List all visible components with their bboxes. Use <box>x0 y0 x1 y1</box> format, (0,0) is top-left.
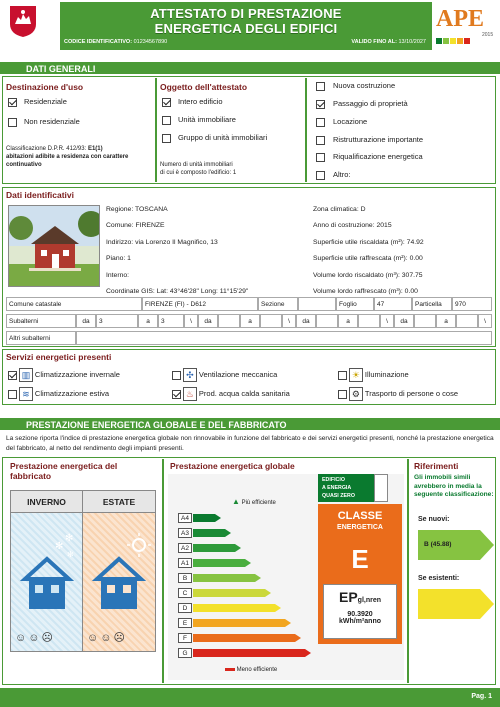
servizio-clima-estiva[interactable]: ≋ Climatizzazione estiva <box>8 387 109 401</box>
energy-bar-label: A4 <box>178 513 192 523</box>
sub-a-4: a <box>436 314 456 328</box>
servizio-acqua-calda[interactable]: ♨ Prod. acqua calda sanitaria <box>172 387 290 401</box>
valid-until: VALIDO FINO AL: 13/10/2027 <box>351 39 426 45</box>
sub-a-1: a <box>138 314 158 328</box>
residenziale-checkbox[interactable] <box>8 98 17 107</box>
footer <box>0 688 500 707</box>
subalterni-label: Subalterni <box>6 314 76 328</box>
sub-da-2-value <box>218 314 240 328</box>
checkbox-non-residenziale[interactable]: Non residenziale <box>8 117 80 127</box>
fabbricato-panel <box>10 490 156 652</box>
nuova-costruzione-checkbox[interactable] <box>316 82 325 91</box>
riqualificazione-checkbox[interactable] <box>316 153 325 162</box>
checkbox-unita-immobiliare[interactable]: Unità immobiliare <box>162 115 236 125</box>
energy-bar-fill <box>193 649 305 657</box>
building-photo <box>8 205 100 287</box>
ristrutturazione-checkbox[interactable] <box>316 136 325 145</box>
gear-icon: ⚙ <box>349 387 363 401</box>
sub-da-3-value <box>316 314 338 328</box>
arrow-up-icon: ▲ <box>232 497 240 506</box>
dati-identificativi-title: Dati identificativi <box>6 190 75 200</box>
classe-energetica-box: CLASSE ENERGETICA E EPgl,nren 90.3920 kWh/m²anno <box>318 504 402 644</box>
prestazione-intro: La sezione riporta l'indice di prestazione energetica globale non rinnovabile in funzione del fabbricato e dei servizi energetici presenti, nonché la prestazione energetica del fabbricato, al netto del rendimento degli impianti presenti. <box>6 435 494 452</box>
servizio-clima-invernale[interactable]: ▥ Climatizzazione invernale <box>8 368 120 382</box>
acqua-calda-checkbox[interactable] <box>172 390 181 399</box>
se-nuovi-label: Se nuovi: <box>418 516 450 523</box>
trasporto-checkbox[interactable] <box>338 390 347 399</box>
title-bar <box>60 2 432 50</box>
code-identificativo: CODICE IDENTIFICATIVO: 01234567890 <box>64 39 168 45</box>
unita-immobiliare-checkbox[interactable] <box>162 116 171 125</box>
estate-smiley-icons: ☺☺☹ <box>87 632 127 644</box>
energy-bar-label: B <box>178 573 192 583</box>
illuminazione-checkbox[interactable] <box>338 371 347 380</box>
intero-edificio-checkbox[interactable] <box>162 98 171 107</box>
riferimenti-title: Riferimenti <box>414 461 459 471</box>
particella-label: Particella <box>412 297 452 311</box>
foglio-value: 47 <box>374 297 412 311</box>
nzeb-box: EDIFICIO A ENERGIA QUASI ZERO <box>318 474 374 502</box>
checkbox-intero-edificio[interactable]: Intero edificio <box>162 97 223 107</box>
globale-title: Prestazione energetica globale <box>170 461 295 471</box>
sub-a-2-value <box>260 314 282 328</box>
locazione-checkbox[interactable] <box>316 118 325 127</box>
energy-bar-label: C <box>178 588 192 598</box>
inverno-label: INVERNO <box>11 491 83 513</box>
comune-catastale-label: Comune catastale <box>6 297 142 311</box>
energy-bar-fill <box>193 604 275 612</box>
checkbox-nuova-costruzione[interactable]: Nuova costruzione <box>316 81 395 91</box>
identificativi-right: Zona climatica: D Anno di costruzione: 2015 Superficie utile riscaldata (m²): 74.92 Superficie utile raffrescata (m²): 0.00 Volume lordo riscaldato (m³): 307.75 Volume lordo raffrescato (m³): 0.00 <box>313 206 424 296</box>
energy-bar-label: D <box>178 603 192 613</box>
altri-subalterni-label: Altri subalterni <box>6 331 76 345</box>
classificazione-dpr: Classificazione D.P.R. 412/93: E1(1) abitazioni adibite a residenza con carattere continuativo <box>6 146 129 168</box>
energy-bar-label: A1 <box>178 558 192 568</box>
estate-label: ESTATE <box>83 491 155 513</box>
checkbox-gruppo-unita[interactable]: Gruppo di unità immobiliari <box>162 133 267 143</box>
sub-da-4: da <box>394 314 414 328</box>
sub-a-3-value <box>358 314 380 328</box>
comune-catastale-value: FIRENZE (FI) - D612 <box>142 297 258 311</box>
meno-efficiente: Meno efficiente <box>225 667 277 673</box>
sub-a-4-value <box>456 314 478 328</box>
passaggio-proprieta-checkbox[interactable] <box>316 100 325 109</box>
faucet-icon: ♨ <box>183 387 197 401</box>
section-prestazione: PRESTAZIONE ENERGETICA GLOBALE E DEL FABBRICATO <box>0 418 500 430</box>
energy-bar-fill <box>193 634 295 642</box>
energy-bar-label: A3 <box>178 528 192 538</box>
energy-bar-fill <box>193 619 285 627</box>
checkbox-locazione[interactable]: Locazione <box>316 117 367 127</box>
servizio-trasporto[interactable]: ⚙ Trasporto di persone o cose <box>338 387 458 401</box>
bar-red-icon <box>225 668 235 671</box>
sezione-value <box>298 297 336 311</box>
altro-checkbox[interactable] <box>316 171 325 180</box>
energy-bar-label: E <box>178 618 192 628</box>
checkbox-passaggio-proprieta[interactable]: Passaggio di proprietà <box>316 99 408 109</box>
checkbox-altro[interactable]: Altro: <box>316 170 351 180</box>
ventilazione-checkbox[interactable] <box>172 371 181 380</box>
energy-bar-fill <box>193 544 235 552</box>
sub-da-2: da <box>198 314 218 328</box>
energy-bar-label: G <box>178 648 192 658</box>
ep-box: EPgl,nren 90.3920 kWh/m²anno <box>323 584 397 639</box>
sub-da-4-value <box>414 314 436 328</box>
sub-sep-2: \ <box>282 314 296 328</box>
energy-bar-label: A2 <box>178 543 192 553</box>
gruppo-unita-checkbox[interactable] <box>162 134 171 143</box>
sezione-label: Sezione <box>258 297 298 311</box>
se-esistenti-label: Se esistenti: <box>418 575 460 582</box>
radiator-icon: ▥ <box>19 368 33 382</box>
checkbox-residenziale[interactable]: Residenziale <box>8 97 67 107</box>
ape-logo: APE 2015 <box>436 4 494 46</box>
riferimenti-desc: Gli immobili simili avrebbero in media la seguente classificazione: <box>414 474 494 499</box>
foglio-label: Foglio <box>336 297 374 311</box>
page-number: Pag. 1 <box>471 693 492 700</box>
energy-bar-label: F <box>178 633 192 643</box>
sub-da-1-value: 3 <box>96 314 138 328</box>
energy-bar-fill <box>193 574 255 582</box>
sub-sep-3: \ <box>380 314 394 328</box>
sub-a-3: a <box>338 314 358 328</box>
svg-text:✻: ✻ <box>67 550 74 559</box>
checkbox-riqualificazione[interactable]: Riqualificazione energetica <box>316 152 423 162</box>
title-line-1: ATTESTATO DI PRESTAZIONE <box>150 6 342 21</box>
energy-bar-fill <box>193 514 215 522</box>
servizio-illuminazione[interactable]: ☀ Illuminazione <box>338 368 409 382</box>
svg-text:✻: ✻ <box>65 533 74 544</box>
non-residenziale-checkbox[interactable] <box>8 118 17 127</box>
piu-efficiente: ▲ Più efficiente <box>232 497 276 506</box>
energy-bar-fill <box>193 559 245 567</box>
servizio-ventilazione[interactable]: ✣ Ventilazione meccanica <box>172 368 277 382</box>
sub-sep-4: \ <box>478 314 492 328</box>
se-nuovi-arrow: B (45.88) <box>418 530 494 560</box>
lightbulb-icon: ☀ <box>349 368 363 382</box>
altri-subalterni-value <box>76 331 492 345</box>
nzeb-checkbox <box>374 474 388 502</box>
identificativi-left: Regione: TOSCANA Comune: FIRENZE Indirizzo: via Lorenzo Il Magnifico, 13 Piano: 1 Interno: Coordinate GIS: Lat: 43°46'28" Long: 11°15'29" <box>106 206 249 296</box>
ac-icon: ≋ <box>19 387 33 401</box>
energy-bar-fill <box>193 529 225 537</box>
svg-text:✻: ✻ <box>55 541 64 552</box>
clima-invernale-checkbox[interactable] <box>8 371 17 380</box>
inverno-smiley-icons: ☺☺☹ <box>15 632 55 644</box>
particella-value: 970 <box>452 297 492 311</box>
section-dati-generali: DATI GENERALI <box>0 62 500 74</box>
sub-sep-1: \ <box>184 314 198 328</box>
sub-da-3: da <box>296 314 316 328</box>
fan-icon: ✣ <box>183 368 197 382</box>
sub-a-1-value: 3 <box>158 314 184 328</box>
servizi-title: Servizi energetici presenti <box>6 352 112 362</box>
classe-value: E <box>351 544 369 574</box>
numero-unita: Numero di unità immobiliari di cui è composto l'edificio: 1 <box>160 162 237 176</box>
se-esistenti-arrow <box>418 589 494 619</box>
checkbox-ristrutturazione[interactable]: Ristrutturazione importante <box>316 135 423 145</box>
oggetto-title: Oggetto dell'attestato <box>160 82 248 92</box>
sub-da-1: da <box>76 314 96 328</box>
destinazione-title: Destinazione d'uso <box>6 82 84 92</box>
regione-toscana-logo <box>8 4 38 38</box>
fabbricato-title: Prestazione energetica del fabbricato <box>10 461 118 481</box>
clima-estiva-checkbox[interactable] <box>8 390 17 399</box>
title-line-2: ENERGETICA DEGLI EDIFICI <box>154 21 338 36</box>
sub-a-2: a <box>240 314 260 328</box>
energy-bar-fill <box>193 589 265 597</box>
